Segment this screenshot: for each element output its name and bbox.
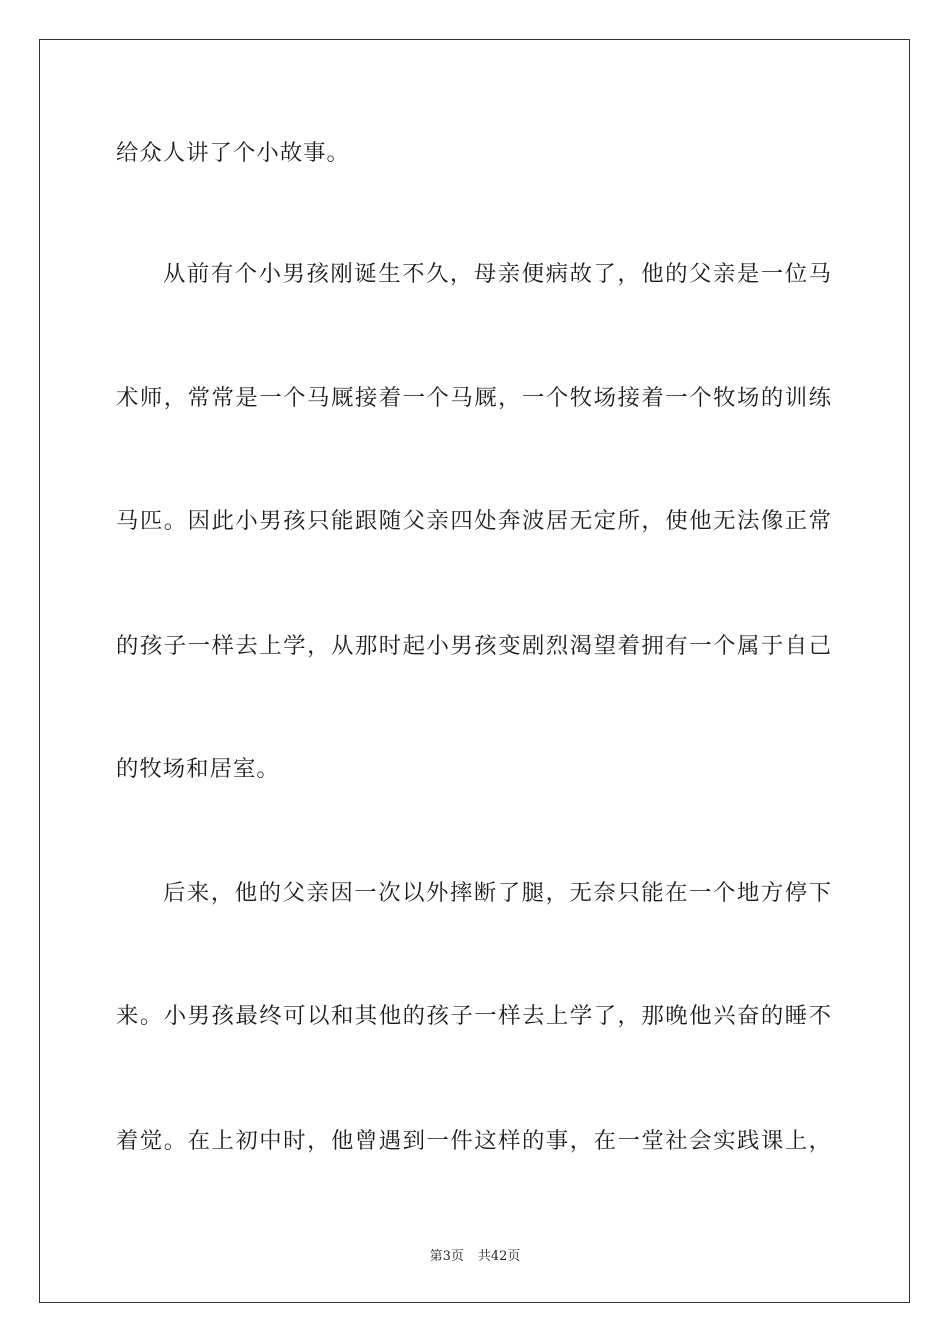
text-line: 术师，常常是一个马厩接着一个马厩，一个牧场接着一个牧场的训练 bbox=[116, 385, 832, 411]
page-border bbox=[39, 39, 910, 1303]
page-footer bbox=[0, 1248, 950, 1266]
text-line: 后来，他的父亲因一次以外摔断了腿，无奈只能在一个地方停下 bbox=[163, 880, 832, 906]
page-total: 共42页 bbox=[477, 1249, 521, 1264]
text-line: 来。小男孩最终可以和其他的孩子一样去上学了，那晚他兴奋的睡不 bbox=[116, 1003, 832, 1029]
page-number: 第3页 bbox=[429, 1249, 464, 1264]
text-line: 给众人讲了个小故事。 bbox=[116, 140, 350, 166]
text-line: 的牧场和居室。 bbox=[116, 756, 280, 782]
text-line: 的孩子一样去上学，从那时起小男孩变剧烈渴望着拥有一个属于自己 bbox=[116, 633, 832, 659]
text-line: 马匹。因此小男孩只能跟随父亲四处奔波居无定所，使他无法像正常 bbox=[116, 508, 832, 534]
text-line: 着觉。在上初中时，他曾遇到一件这样的事，在一堂社会实践课上， bbox=[116, 1128, 832, 1154]
text-line: 从前有个小男孩刚诞生不久，母亲便病故了，他的父亲是一位马 bbox=[163, 261, 832, 287]
